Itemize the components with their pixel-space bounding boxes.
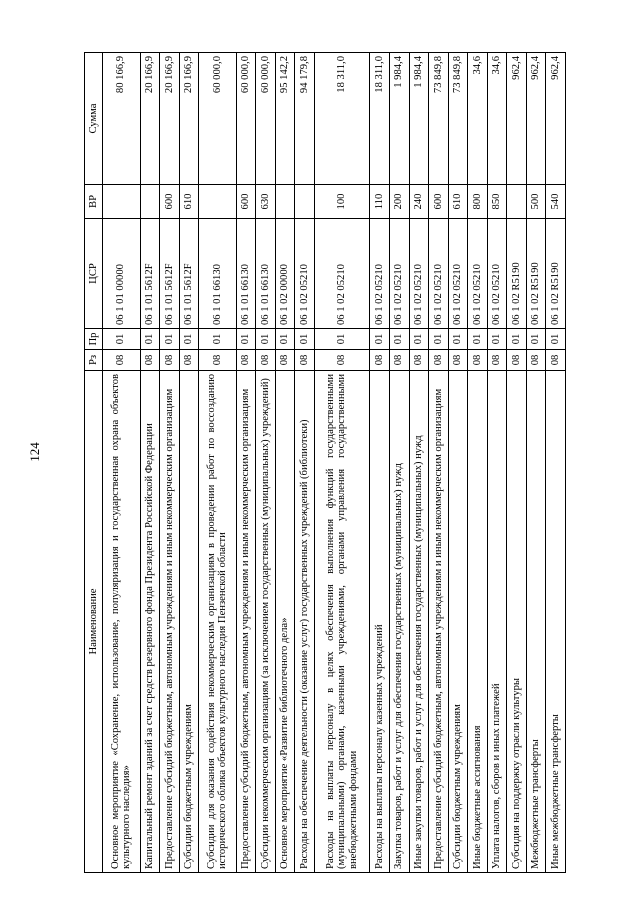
cell-csr: 06 1 02 R5190 bbox=[507, 219, 527, 329]
cell-rz: 08 bbox=[199, 350, 237, 371]
cell-name: Основное мероприятие «Сохранение, использование, популяризация и государственная охрана объектов культурного наследия» bbox=[103, 371, 141, 873]
cell-pr: 01 bbox=[140, 329, 160, 350]
table-row bbox=[160, 53, 180, 873]
cell-vr bbox=[199, 185, 237, 219]
table-row bbox=[448, 53, 468, 873]
cell-vr: 240 bbox=[409, 185, 429, 219]
cell-name: Субсидии некоммерческим организациям (за исключением государственных (муниципальных) учреждений) bbox=[256, 371, 276, 873]
table-row bbox=[526, 53, 546, 873]
table-row bbox=[179, 53, 199, 873]
cell-sum: 73 849,8 bbox=[429, 53, 449, 185]
cell-csr: 06 1 02 05210 bbox=[429, 219, 449, 329]
cell-pr: 01 bbox=[507, 329, 527, 350]
cell-sum: 20 166,9 bbox=[179, 53, 199, 185]
cell-rz: 08 bbox=[526, 350, 546, 371]
cell-pr: 01 bbox=[429, 329, 449, 350]
header-name: Наименование bbox=[85, 371, 103, 873]
cell-name: Межбюджетные трансферты bbox=[526, 371, 546, 873]
cell-pr: 01 bbox=[103, 329, 141, 350]
cell-pr: 01 bbox=[370, 329, 390, 350]
cell-rz: 08 bbox=[370, 350, 390, 371]
cell-csr: 06 1 02 05210 bbox=[370, 219, 390, 329]
cell-sum: 34,6 bbox=[468, 53, 488, 185]
cell-vr: 600 bbox=[236, 185, 256, 219]
cell-rz: 08 bbox=[236, 350, 256, 371]
cell-rz: 08 bbox=[275, 350, 295, 371]
table-header bbox=[85, 53, 103, 873]
cell-rz: 08 bbox=[468, 350, 488, 371]
cell-vr: 540 bbox=[546, 185, 566, 219]
cell-csr: 06 1 02 R5190 bbox=[546, 219, 566, 329]
cell-csr: 06 1 02 05210 bbox=[487, 219, 507, 329]
table-row bbox=[275, 53, 295, 873]
cell-csr: 06 1 01 5612F bbox=[140, 219, 160, 329]
cell-pr: 01 bbox=[487, 329, 507, 350]
cell-sum: 80 166,9 bbox=[103, 53, 141, 185]
cell-pr: 01 bbox=[546, 329, 566, 350]
cell-csr: 06 1 01 5612F bbox=[160, 219, 180, 329]
cell-name: Иные межбюджетные трансферты bbox=[546, 371, 566, 873]
table-row bbox=[468, 53, 488, 873]
cell-csr: 06 1 01 66130 bbox=[256, 219, 276, 329]
cell-vr bbox=[275, 185, 295, 219]
cell-rz: 08 bbox=[103, 350, 141, 371]
cell-rz: 08 bbox=[140, 350, 160, 371]
table-row bbox=[429, 53, 449, 873]
cell-name: Предоставление субсидий бюджетным, автономным учреждениям и иным некоммерческим организациям bbox=[429, 371, 449, 873]
cell-rz: 08 bbox=[487, 350, 507, 371]
cell-pr: 01 bbox=[199, 329, 237, 350]
header-pr: Пр bbox=[85, 329, 103, 350]
cell-csr: 06 1 02 00000 bbox=[275, 219, 295, 329]
cell-csr: 06 1 01 66130 bbox=[199, 219, 237, 329]
cell-name: Субсидии бюджетным учреждениям bbox=[448, 371, 468, 873]
cell-csr: 06 1 02 05210 bbox=[314, 219, 370, 329]
cell-csr: 06 1 02 05210 bbox=[448, 219, 468, 329]
cell-csr: 06 1 02 R5190 bbox=[526, 219, 546, 329]
cell-sum: 962,4 bbox=[526, 53, 546, 185]
cell-csr: 06 1 02 05210 bbox=[390, 219, 410, 329]
table-row bbox=[295, 53, 315, 873]
cell-vr: 100 bbox=[314, 185, 370, 219]
cell-name: Иные закупки товаров, работ и услуг для обеспечения государственных (муниципальных) нужд bbox=[409, 371, 429, 873]
cell-pr: 01 bbox=[179, 329, 199, 350]
cell-pr: 01 bbox=[468, 329, 488, 350]
cell-csr: 06 1 01 66130 bbox=[236, 219, 256, 329]
cell-sum: 962,4 bbox=[546, 53, 566, 185]
table-row bbox=[487, 53, 507, 873]
cell-pr: 01 bbox=[390, 329, 410, 350]
cell-sum: 20 166,9 bbox=[160, 53, 180, 185]
table-row bbox=[507, 53, 527, 873]
cell-name: Расходы на выплаты персоналу в целях обеспечения выполнения функций государственными (муниципальными) органами, казенными учреждениями, органами управления государственными внебюджетными фондами bbox=[314, 371, 370, 873]
cell-name: Расходы на выплаты персоналу казенных учреждений bbox=[370, 371, 390, 873]
cell-vr: 600 bbox=[160, 185, 180, 219]
cell-pr: 01 bbox=[256, 329, 276, 350]
budget-table bbox=[84, 52, 566, 873]
cell-vr: 610 bbox=[448, 185, 468, 219]
cell-csr: 06 1 02 05210 bbox=[468, 219, 488, 329]
table-row bbox=[256, 53, 276, 873]
cell-name: Уплата налогов, сборов и иных платежей bbox=[487, 371, 507, 873]
cell-sum: 60 000,0 bbox=[199, 53, 237, 185]
cell-pr: 01 bbox=[236, 329, 256, 350]
cell-rz: 08 bbox=[295, 350, 315, 371]
header-rz: Рз bbox=[85, 350, 103, 371]
table-row bbox=[314, 53, 370, 873]
cell-name: Закупка товаров, работ и услуг для обеспечения государственных (муниципальных) нужд bbox=[390, 371, 410, 873]
page-number: 124 bbox=[27, 442, 42, 462]
cell-name: Предоставление субсидий бюджетным, автономным учреждениям и иным некоммерческим организациям bbox=[160, 371, 180, 873]
cell-name: Основное мероприятие «Развитие библиотечного дела» bbox=[275, 371, 295, 873]
cell-vr: 850 bbox=[487, 185, 507, 219]
cell-sum: 60 000,0 bbox=[256, 53, 276, 185]
cell-vr bbox=[140, 185, 160, 219]
cell-rz: 08 bbox=[314, 350, 370, 371]
table-row bbox=[140, 53, 160, 873]
table-body bbox=[103, 53, 566, 873]
table-row bbox=[370, 53, 390, 873]
cell-sum: 94 179,8 bbox=[295, 53, 315, 185]
cell-name: Капитальный ремонт зданий за счет средств резервного фонда Президента Российской Федерации bbox=[140, 371, 160, 873]
cell-rz: 08 bbox=[179, 350, 199, 371]
cell-vr: 630 bbox=[256, 185, 276, 219]
cell-sum: 20 166,9 bbox=[140, 53, 160, 185]
cell-rz: 08 bbox=[546, 350, 566, 371]
cell-rz: 08 bbox=[429, 350, 449, 371]
cell-rz: 08 bbox=[390, 350, 410, 371]
cell-csr: 06 1 01 5612F bbox=[179, 219, 199, 329]
cell-vr: 800 bbox=[468, 185, 488, 219]
cell-csr: 06 1 02 05210 bbox=[409, 219, 429, 329]
cell-pr: 01 bbox=[409, 329, 429, 350]
cell-pr: 01 bbox=[448, 329, 468, 350]
cell-csr: 06 1 02 05210 bbox=[295, 219, 315, 329]
cell-sum: 962,4 bbox=[507, 53, 527, 185]
table-row bbox=[103, 53, 141, 873]
cell-rz: 08 bbox=[507, 350, 527, 371]
cell-sum: 95 142,2 bbox=[275, 53, 295, 185]
cell-rz: 08 bbox=[256, 350, 276, 371]
cell-pr: 01 bbox=[314, 329, 370, 350]
table-row bbox=[546, 53, 566, 873]
cell-pr: 01 bbox=[526, 329, 546, 350]
cell-sum: 18 311,0 bbox=[370, 53, 390, 185]
cell-pr: 01 bbox=[160, 329, 180, 350]
cell-name: Субсидии бюджетным учреждениям bbox=[179, 371, 199, 873]
cell-vr bbox=[103, 185, 141, 219]
cell-rz: 08 bbox=[448, 350, 468, 371]
cell-rz: 08 bbox=[160, 350, 180, 371]
cell-sum: 1 984,4 bbox=[390, 53, 410, 185]
table-row bbox=[409, 53, 429, 873]
cell-rz: 08 bbox=[409, 350, 429, 371]
header-csr: ЦСР bbox=[85, 219, 103, 329]
table-row bbox=[390, 53, 410, 873]
cell-vr: 610 bbox=[179, 185, 199, 219]
cell-sum: 1 984,4 bbox=[409, 53, 429, 185]
header-row bbox=[85, 53, 103, 873]
header-vr: ВР bbox=[85, 185, 103, 219]
table-row bbox=[236, 53, 256, 873]
cell-name: Субсидии для оказания содействия некоммерческим организациям в проведении работ по воссозданию исторического облика объектов культурного наследия Пензенской области bbox=[199, 371, 237, 873]
table-row bbox=[199, 53, 237, 873]
cell-name: Предоставление субсидий бюджетным, автономным учреждениям и иным некоммерческим организациям bbox=[236, 371, 256, 873]
cell-sum: 73 849,8 bbox=[448, 53, 468, 185]
rotated-table-container bbox=[84, 53, 566, 873]
cell-vr bbox=[295, 185, 315, 219]
cell-csr: 06 1 01 00000 bbox=[103, 219, 141, 329]
header-sum: Сумма bbox=[85, 53, 103, 185]
cell-name: Расходы на обеспечение деятельности (оказание услуг) государственных учреждений (библиотеки) bbox=[295, 371, 315, 873]
cell-sum: 60 000,0 bbox=[236, 53, 256, 185]
cell-name: Субсидия на поддержку отрасли культуры bbox=[507, 371, 527, 873]
cell-sum: 34,6 bbox=[487, 53, 507, 185]
cell-pr: 01 bbox=[275, 329, 295, 350]
cell-vr: 500 bbox=[526, 185, 546, 219]
cell-sum: 18 311,0 bbox=[314, 53, 370, 185]
cell-name: Иные бюджетные ассигнования bbox=[468, 371, 488, 873]
cell-vr: 110 bbox=[370, 185, 390, 219]
cell-vr bbox=[507, 185, 527, 219]
cell-vr: 200 bbox=[390, 185, 410, 219]
cell-pr: 01 bbox=[295, 329, 315, 350]
cell-vr: 600 bbox=[429, 185, 449, 219]
